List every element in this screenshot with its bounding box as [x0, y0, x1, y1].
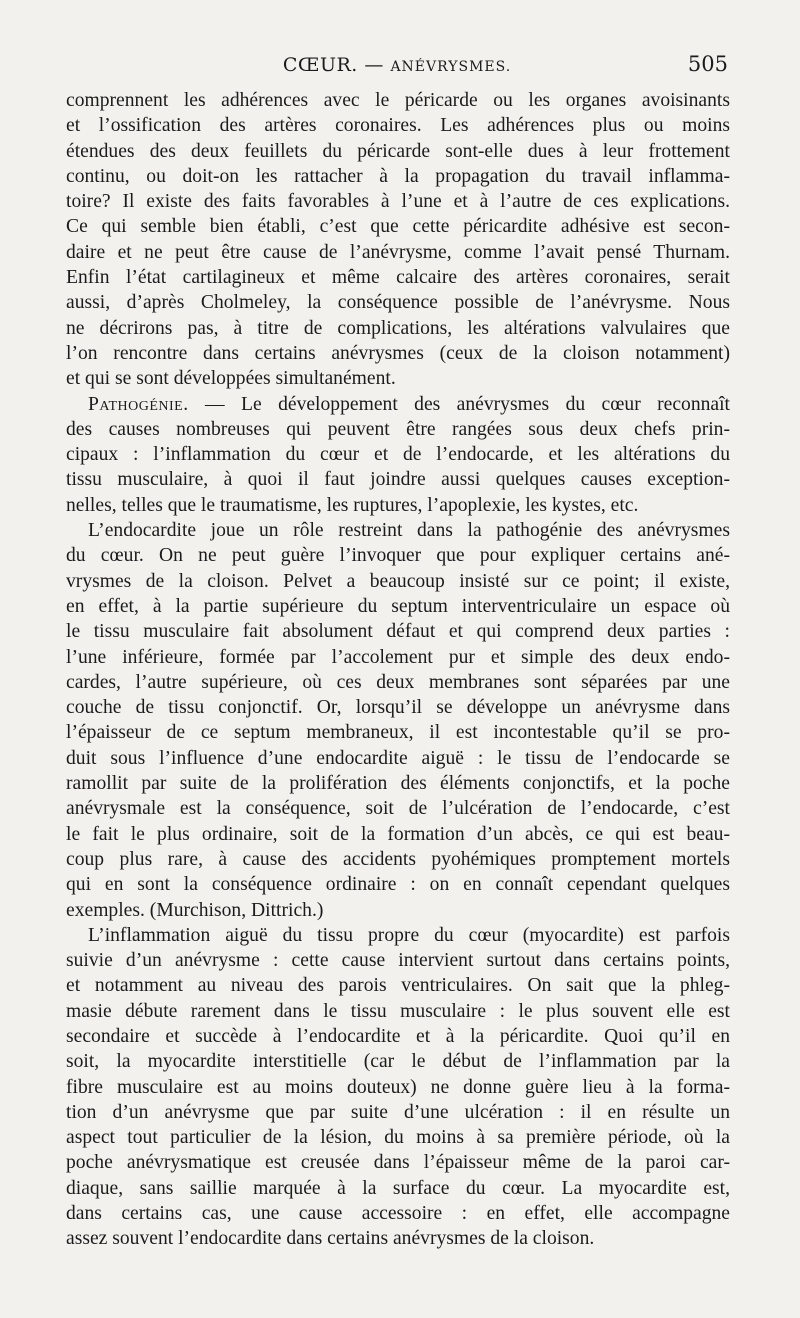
- text-line: duit sous l’influence d’une endocardite aiguë : le tissu de l’endocarde se: [66, 747, 730, 769]
- text-line: coup plus rare, à cause des accidents pyohémiques promptement mortels: [66, 848, 730, 870]
- page-number: 505: [687, 52, 728, 76]
- text-line: ne décrirons pas, à titre de complications, les altérations valvulaires que: [66, 317, 730, 339]
- pathogenie-line-rest: — Le développement des anévrysmes du cœur reconnaît: [205, 393, 731, 415]
- running-title: [66, 54, 728, 76]
- text-line: fibre musculaire est au moins douteux) ne donne guère lieu à la forma-: [66, 1076, 730, 1098]
- title-sub: ANÉVRYSMES.: [390, 59, 512, 75]
- text-line: anévrysmale est la conséquence, soit de l’ulcération de l’endocarde, c’est: [66, 798, 730, 820]
- text-line: aspect tout particulier de la lésion, du moins à sa première période, où la: [66, 1127, 730, 1149]
- text-line: du cœur. On ne peut guère l’invoquer que pour expliquer certains ané-: [66, 545, 730, 567]
- text-line: L’inflammation aiguë du tissu propre du cœur (myocardite) est parfois: [88, 924, 730, 946]
- text-line: suivie d’un anévrysme : cette cause intervient surtout dans certains points,: [66, 950, 730, 972]
- text-line: L’endocardite joue un rôle restreint dans la pathogénie des anévrysmes: [88, 520, 730, 542]
- section-label-pathogenie: Pathogénie.: [88, 393, 189, 415]
- text-line: Enfin l’état cartilagineux et même calcaire des artères coronaires, serait: [66, 267, 730, 289]
- text-line: l’épaisseur de ce septum membraneux, il est incontestable qu’il se pro-: [66, 722, 730, 744]
- text-line: toire? Il existe des faits favorables à l’une et à l’autre de ces explications.: [66, 191, 730, 213]
- text-line: en effet, à la partie supérieure du septum interventriculaire un espace où: [66, 595, 730, 617]
- text-line: daire et ne peut être cause de l’anévrysme, comme l’avait pensé Thurnam.: [66, 241, 730, 263]
- text-line: exemples. (Murchison, Dittrich.): [66, 899, 324, 921]
- page-header: [66, 50, 728, 84]
- text-line: diaque, sans saillie marquée à la surface du cœur. La myocardite est,: [66, 1177, 730, 1199]
- text-line: nelles, telles que le traumatisme, les ruptures, l’apoplexie, les kystes, etc.: [66, 494, 639, 516]
- text-line: continu, ou doit-on les rattacher à la propagation du travail inflamma-: [66, 165, 730, 187]
- text-line: tion d’un anévrysme que par suite d’une ulcération : il en résulte un: [66, 1101, 730, 1123]
- text-line: le tissu musculaire fait absolument défaut et qui comprend deux parties :: [66, 621, 730, 643]
- text-line: et l’ossification des artères coronaires. Les adhérences plus ou moins: [66, 115, 730, 137]
- text-line: qui en sont la conséquence ordinaire : on en connaît cependant quelques: [66, 874, 730, 896]
- text-line: couche de tissu conjonctif. Or, lorsqu’il se développe un anévrysme dans: [66, 697, 730, 719]
- title-main: CŒUR.: [282, 54, 358, 76]
- text-line: comprennent les adhérences avec le péricarde ou les organes avoisinants: [66, 90, 730, 111]
- title-separator: —: [364, 54, 384, 76]
- text-line: soit, la myocardite interstitielle (car le début de l’inflammation par la: [66, 1051, 730, 1073]
- text-line: le fait le plus ordinaire, soit de la formation d’un abcès, ce qui est beau-: [66, 823, 730, 845]
- text-line: vrysmes de la cloison. Pelvet a beaucoup insisté sur ce point; il existe,: [66, 570, 730, 592]
- text-line: tissu musculaire, à quoi il faut joindre aussi quelques causes exception-: [66, 469, 730, 491]
- text-line: poche anévrysmatique est creusée dans l’épaisseur même de la paroi car-: [66, 1152, 730, 1174]
- text-line: des causes nombreuses qui peuvent être rangées sous deux chefs prin-: [66, 418, 730, 440]
- text-line: dans certains cas, une cause accessoire : en effet, elle accompagne: [66, 1203, 730, 1225]
- text-line: cardes, l’autre supérieure, où ces deux membranes sont séparées par une: [66, 671, 730, 693]
- text-line: aussi, d’après Cholmeley, la conséquence possible de l’anévrysme. Nous: [66, 292, 730, 314]
- pathogenie-line: [66, 392, 730, 417]
- text-line: ramollit par suite de la prolifération des éléments conjonctifs, et la poche: [66, 773, 730, 795]
- text-line: et qui se sont développées simultanément.: [66, 368, 396, 390]
- text-line: l’une inférieure, formée par l’accolement pur et simple des deux endo-: [66, 646, 730, 668]
- text-line: Ce qui semble bien établi, c’est que cette péricardite adhésive est secon-: [66, 216, 730, 238]
- text-line: cipaux : l’inflammation du cœur et de l’endocarde, et les altérations du: [66, 444, 730, 466]
- text-line: l’on rencontre dans certains anévrysmes (ceux de la cloison notamment): [66, 342, 730, 364]
- text-line: secondaire et succède à l’endocardite et à la péricardite. Quoi qu’il en: [66, 1025, 730, 1047]
- text-line: étendues des deux feuillets du péricarde sont-elle dues à leur frottement: [66, 140, 730, 162]
- body-text: [66, 88, 730, 1252]
- text-line: assez souvent l’endocardite dans certains anévrysmes de la cloison.: [66, 1228, 595, 1250]
- text-line: masie débute rarement dans le tissu musculaire : le plus souvent elle est: [66, 1000, 730, 1022]
- text-line: et notamment au niveau des parois ventriculaires. On sait que la phleg-: [66, 975, 730, 997]
